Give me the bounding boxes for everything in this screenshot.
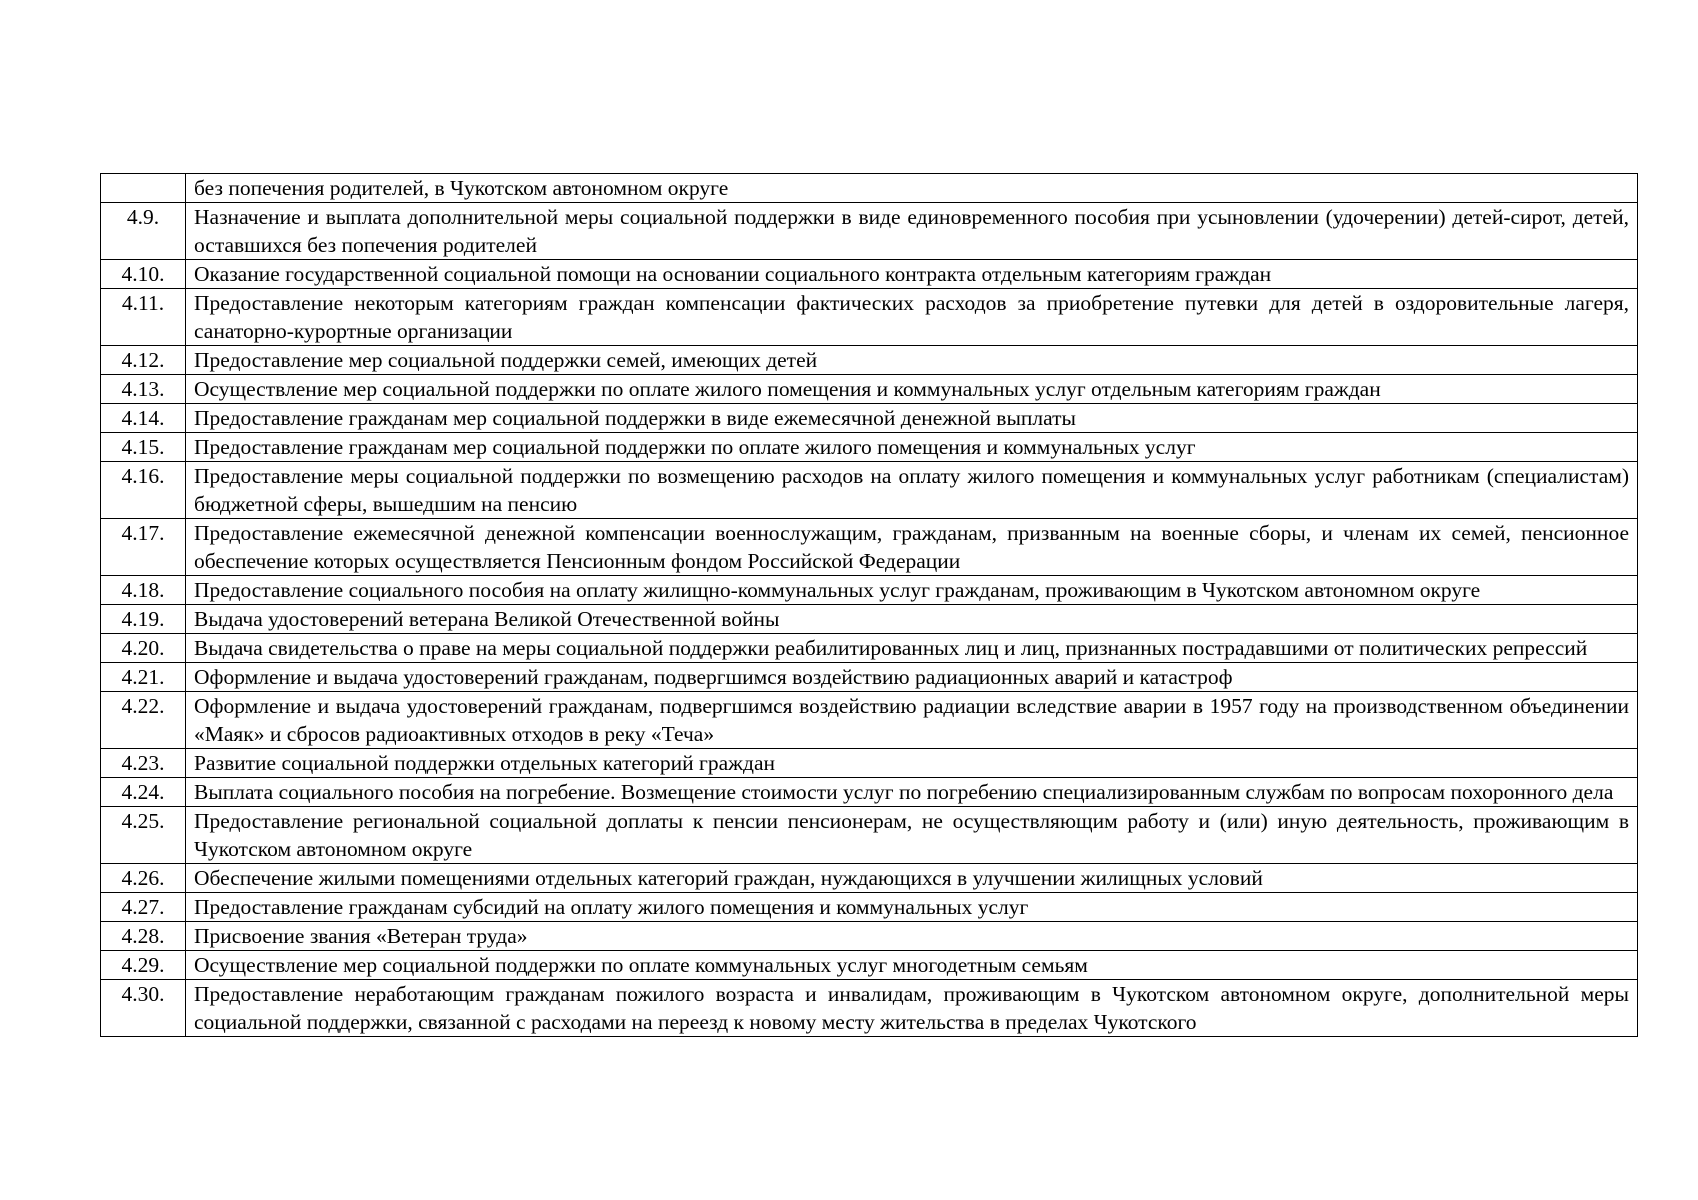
row-number: 4.28. — [101, 922, 186, 951]
row-service-name: Предоставление гражданам субсидий на оплату жилого помещения и коммунальных услуг — [186, 893, 1638, 922]
row-service-name: Осуществление мер социальной поддержки по оплате коммунальных услуг многодетным семьям — [186, 951, 1638, 980]
row-number: 4.16. — [101, 462, 186, 519]
table-row — [101, 663, 1638, 692]
row-service-name: Выдача свидетельства о праве на меры социальной поддержки реабилитированных лиц и лиц, признанных пострадавшими от политических репрессий — [186, 634, 1638, 663]
row-service-name: Обеспечение жилыми помещениями отдельных категорий граждан, нуждающихся в улучшении жилищных условий — [186, 864, 1638, 893]
row-service-name: Осуществление мер социальной поддержки по оплате жилого помещения и коммунальных услуг отдельным категориям граждан — [186, 375, 1638, 404]
row-number: 4.21. — [101, 663, 186, 692]
row-service-name: Оказание государственной социальной помощи на основании социального контракта отдельным категориям граждан — [186, 260, 1638, 289]
table-row — [101, 980, 1638, 1037]
row-number: 4.17. — [101, 519, 186, 576]
table-row — [101, 893, 1638, 922]
table-row — [101, 634, 1638, 663]
row-number: 4.29. — [101, 951, 186, 980]
table-row — [101, 864, 1638, 893]
row-service-name: Развитие социальной поддержки отдельных категорий граждан — [186, 749, 1638, 778]
row-service-name: Предоставление ежемесячной денежной компенсации военнослужащим, гражданам, призванным на военные сборы, и членам их семей, пенсионное обеспечение которых осуществляется Пенсионным фондом Российской Федерации — [186, 519, 1638, 576]
table-row — [101, 807, 1638, 864]
table-row — [101, 576, 1638, 605]
table-row — [101, 203, 1638, 260]
services-table-body — [101, 174, 1638, 1037]
table-row — [101, 778, 1638, 807]
table-row — [101, 749, 1638, 778]
table-row — [101, 922, 1638, 951]
row-number: 4.19. — [101, 605, 186, 634]
row-service-name: Оформление и выдача удостоверений гражданам, подвергшимся воздействию радиации вследствие аварии в 1957 году на производственном объединении «Маяк» и сбросов радиоактивных отходов в реку «Теча» — [186, 692, 1638, 749]
table-row — [101, 346, 1638, 375]
row-number: 4.14. — [101, 404, 186, 433]
table-row — [101, 260, 1638, 289]
table-row — [101, 605, 1638, 634]
table-row — [101, 375, 1638, 404]
row-number: 4.13. — [101, 375, 186, 404]
row-service-name: Выдача удостоверений ветерана Великой Отечественной войны — [186, 605, 1638, 634]
row-number: 4.12. — [101, 346, 186, 375]
row-number: 4.11. — [101, 289, 186, 346]
row-service-name: Выплата социального пособия на погребение. Возмещение стоимости услуг по погребению специализированным службам по вопросам похоронного дела — [186, 778, 1638, 807]
row-service-name: Предоставление некоторым категориям граждан компенсации фактических расходов за приобретение путевки для детей в оздоровительные лагеря, санаторно-курортные организации — [186, 289, 1638, 346]
row-service-name: Предоставление гражданам мер социальной поддержки по оплате жилого помещения и коммунальных услуг — [186, 433, 1638, 462]
table-row — [101, 289, 1638, 346]
row-number — [101, 174, 186, 203]
row-service-name: Предоставление гражданам мер социальной поддержки в виде ежемесячной денежной выплаты — [186, 404, 1638, 433]
services-table — [100, 173, 1638, 1037]
table-row — [101, 519, 1638, 576]
row-number: 4.18. — [101, 576, 186, 605]
table-row — [101, 174, 1638, 203]
row-service-name: Присвоение звания «Ветеран труда» — [186, 922, 1638, 951]
row-number: 4.30. — [101, 980, 186, 1037]
row-number: 4.27. — [101, 893, 186, 922]
row-service-name: Предоставление социального пособия на оплату жилищно-коммунальных услуг гражданам, проживающим в Чукотском автономном округе — [186, 576, 1638, 605]
row-service-name: Предоставление мер социальной поддержки семей, имеющих детей — [186, 346, 1638, 375]
table-row — [101, 462, 1638, 519]
table-row — [101, 692, 1638, 749]
table-row — [101, 951, 1638, 980]
row-number: 4.24. — [101, 778, 186, 807]
row-number: 4.10. — [101, 260, 186, 289]
row-number: 4.20. — [101, 634, 186, 663]
row-service-name: Предоставление региональной социальной доплаты к пенсии пенсионерам, не осуществляющим работу и (или) иную деятельность, проживающим в Чукотском автономном округе — [186, 807, 1638, 864]
row-number: 4.22. — [101, 692, 186, 749]
table-row — [101, 433, 1638, 462]
row-number: 4.25. — [101, 807, 186, 864]
row-number: 4.26. — [101, 864, 186, 893]
row-service-name: Предоставление неработающим гражданам пожилого возраста и инвалидам, проживающим в Чукотском автономном округе, дополнительной меры социальной поддержки, связанной с расходами на переезд к новому месту жительства в пределах Чукотского — [186, 980, 1638, 1037]
row-service-name: без попечения родителей, в Чукотском автономном округе — [186, 174, 1638, 203]
row-number: 4.9. — [101, 203, 186, 260]
row-number: 4.15. — [101, 433, 186, 462]
row-service-name: Оформление и выдача удостоверений гражданам, подвергшимся воздействию радиационных аварий и катастроф — [186, 663, 1638, 692]
row-service-name: Предоставление меры социальной поддержки по возмещению расходов на оплату жилого помещения и коммунальных услуг работникам (специалистам) бюджетной сферы, вышедшим на пенсию — [186, 462, 1638, 519]
table-row — [101, 404, 1638, 433]
row-service-name: Назначение и выплата дополнительной меры социальной поддержки в виде единовременного пособия при усыновлении (удочерении) детей-сирот, детей, оставшихся без попечения родителей — [186, 203, 1638, 260]
row-number: 4.23. — [101, 749, 186, 778]
